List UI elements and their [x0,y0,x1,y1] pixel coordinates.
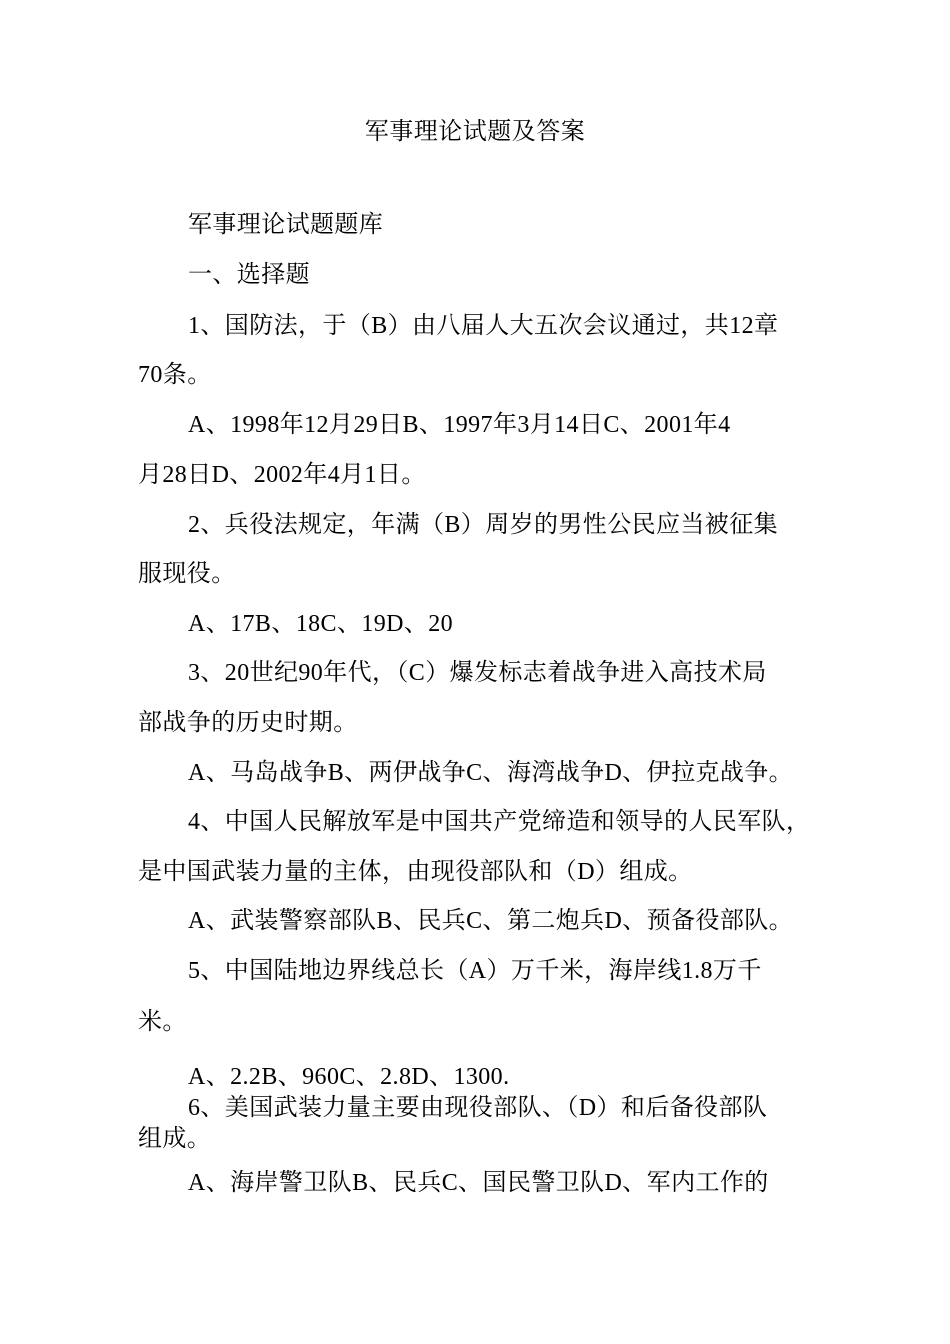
question-2-line-2: 服现役。 [138,561,236,587]
question-3-line-2: 部战争的历史时期。 [138,710,358,736]
question-2-options: A、17B、18C、19D、20 [188,611,454,637]
question-6-line-2: 组成。 [138,1126,212,1152]
section-heading-question-bank: 军事理论试题题库 [188,212,384,238]
question-5-line-2: 米。 [138,1009,187,1035]
question-5-line-1: 5、中国陆地边界线总长（A）万千米，海岸线1.8万千 [188,958,762,984]
question-1-line-2: 70条。 [138,362,212,388]
question-1-line-1: 1、国防法，于（B）由八届人大五次会议通过，共12章 [188,313,779,339]
question-1-options-line-2: 月28日D、2002年4月1日。 [138,462,426,488]
question-3-options: A、马岛战争B、两伊战争C、海湾战争D、伊拉克战争。 [188,760,794,786]
section-heading-multiple-choice: 一、选择题 [188,262,310,288]
question-3-line-1: 3、20世纪90年代，（C）爆发标志着战争进入高技术局 [188,660,767,686]
question-4-line-2: 是中国武装力量的主体，由现役部队和（D）组成。 [138,859,693,885]
question-4-options: A、武装警察部队B、民兵C、第二炮兵D、预备役部队。 [188,908,794,934]
question-4-line-1: 4、中国人民解放军是中国共产党缔造和领导的人民军队， [188,809,811,835]
question-2-line-1: 2、兵役法规定，年满（B）周岁的男性公民应当被征集 [188,512,779,538]
question-1-options-line-1: A、1998年12月29日B、1997年3月14日C、2001年4 [188,412,731,438]
question-6-options: A、海岸警卫队B、民兵C、国民警卫队D、军内工作的 [188,1170,769,1196]
document-title: 军事理论试题及答案 [364,119,586,145]
question-5-options: A、2.2B、960C、2.8D、1300. [188,1064,510,1090]
question-6-line-1: 6、美国武装力量主要由现役部队、（D）和后备役部队 [188,1095,768,1121]
